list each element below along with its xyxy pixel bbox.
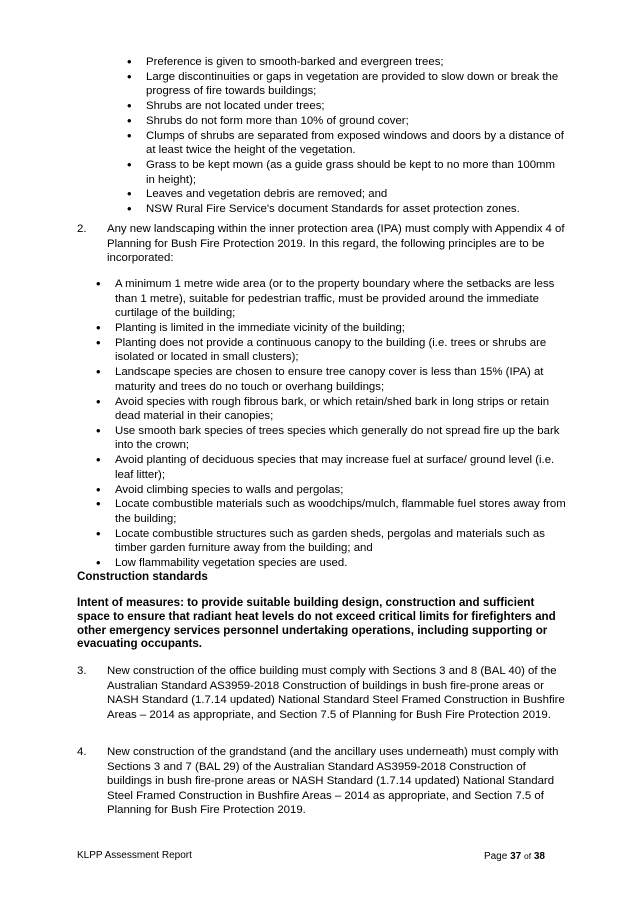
list-item: • Locate combustible structures such as garden sheds, pergolas and materials such as timber garden furniture away from the building; and [115,527,567,556]
list-item: • A minimum 1 metre wide area (or to the property boundary where the setbacks are less than 1 metre), suitable for pedestrian traffic, must be provided around the immediate curtilage of the building; [115,277,567,321]
list-item: • Planting does not provide a continuous canopy to the building (i.e. trees or shrubs are isolated or located in small clusters); [115,336,567,365]
list-item: • Avoid species with rough fibrous bark, or which retain/shed bark in long strips or retain dead material in their canopies; [115,395,567,424]
of-label: of [524,851,532,861]
footer-report-title: KLPP Assessment Report [77,850,192,861]
condition-item-3 [77,664,567,722]
list-item: • Leaves and vegetation debris are removed; and [146,187,566,202]
list-item: • Planting is limited in the immediate vicinity of the building; [115,321,567,336]
item-text: Any new landscaping within the inner protection area (IPA) must comply with Appendix 4 of Planning for Bush Fire Protection 2019. In this regard, the following principles are to be incorporated: [107,223,565,265]
list-item: • Use smooth bark species of trees species which generally do not spread fire up the bark into the crown; [115,424,567,453]
item-text: New construction of the grandstand (and the ancillary uses underneath) must comply with Sections 3 and 7 (BAL 29) of the Australian Standard AS3959-2018 Construction of buildings in bush fire-prone areas or NASH Standard (1.7.14 updated) National Standard Steel Framed Construction in Bushfire Areas – 2014 as appropriate, and Section 7.5 of Planning for Bush Fire Protection 2019. [107,746,559,817]
list-item: • Locate combustible materials such as woodchips/mulch, flammable fuel stores away from the building; [115,497,567,526]
section-heading: Construction standards [77,570,208,583]
list-item: • Grass to be kept mown (as a guide grass should be kept to no more than 100mm in height); [146,158,566,187]
apz-bullet-list [146,55,566,217]
total-pages: 38 [533,851,545,862]
item-number: 2. [77,223,87,235]
item-number: 4. [77,746,87,758]
list-item: • Clumps of shrubs are separated from exposed windows and doors by a distance of at least twice the height of the vegetation. [146,129,566,158]
condition-item-2 [77,222,567,266]
item-number: 3. [77,665,87,677]
list-item: • Avoid climbing species to walls and pergolas; [115,483,567,498]
page-label: Page [483,851,508,862]
list-item: • Shrubs do not form more than 10% of ground cover; [146,114,566,129]
condition-item-4 [77,745,567,818]
footer-page-number [484,850,545,863]
current-page: 37 [510,851,522,862]
list-item: • Shrubs are not located under trees; [146,99,566,114]
list-item: • NSW Rural Fire Service's document Standards for asset protection zones. [146,202,566,217]
list-item: • Landscape species are chosen to ensure tree canopy cover is less than 15% (IPA) at maturity and trees do no touch or overhang buildings; [115,365,567,394]
list-item: • Large discontinuities or gaps in vegetation are provided to slow down or break the progress of fire towards buildings; [146,70,566,99]
list-item: • Avoid planting of deciduous species that may increase fuel at surface/ ground level (i.e. leaf litter); [115,453,567,482]
ipa-bullet-list [115,277,567,571]
list-item: • Low flammability vegetation species are used. [115,556,567,571]
intent-paragraph: Intent of measures: to provide suitable building design, construction and sufficient space to ensure that radiant heat levels do not exceed critical limits for firefighters and other emergency services personnel undertaking operations, including supporting or evacuating occupants. [77,596,556,651]
item-text: New construction of the office building must comply with Sections 3 and 8 (BAL 40) of the Australian Standard AS3959-2018 Construction of buildings in bush fire-prone areas or NASH Standard (1.7.14 updated) National Standard Steel Framed Construction in Bushfire Areas – 2014 as appropriate, and Section 7.5 of Planning for Bush Fire Protection 2019. [107,665,565,721]
list-item: • Preference is given to smooth-barked and evergreen trees; [146,55,566,70]
